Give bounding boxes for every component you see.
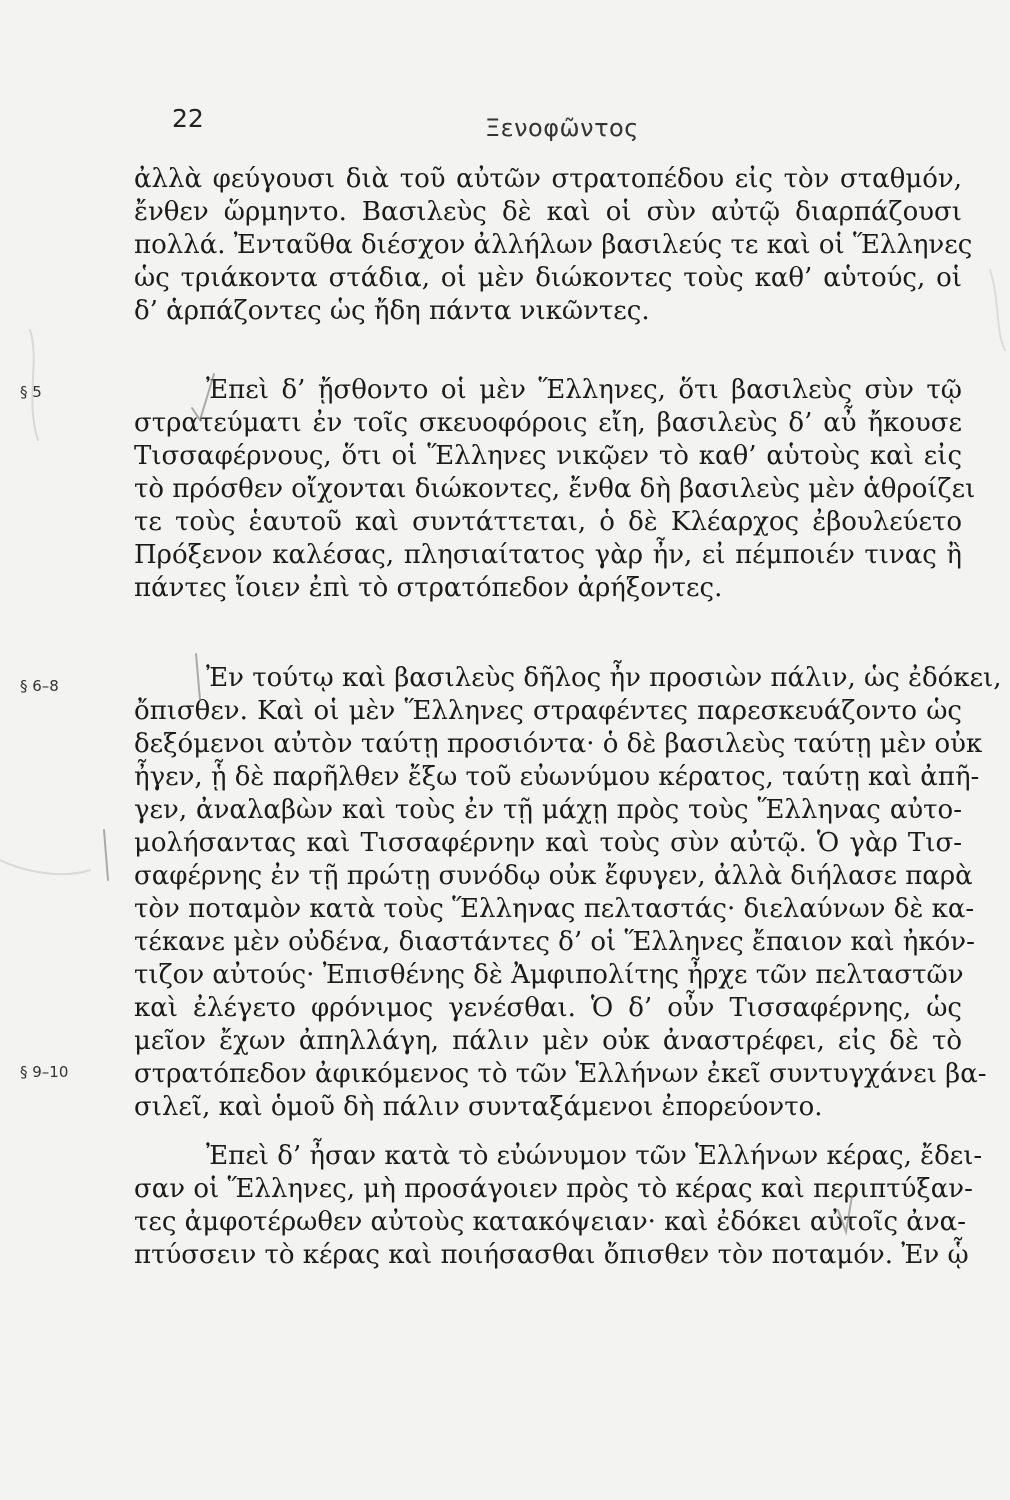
text-line: τὸν ποταμὸν κατὰ τοὺς Ἕλληνας πελταστάς· διελαύνων δὲ κα- xyxy=(134,894,975,924)
text-line: τε τοὺς ἑαυτοῦ καὶ συντάττεται, ὁ δὲ Κλέαρχος ἐβουλεύετο xyxy=(134,507,962,537)
text-line: ὄπισθεν. Καὶ οἱ μὲν Ἕλληνες στραφέντες παρεσκευάζοντο ὡς xyxy=(134,696,962,726)
section-ref-5: § 5 xyxy=(20,383,42,401)
pencil-stroke-mark xyxy=(196,654,200,700)
text-line: τιζον αὐτούς· Ἐπισθένης δὲ Ἀμφιπολίτης ἦρχε τῶν πελταστῶν xyxy=(134,960,964,990)
text-line: μεῖον ἔχων ἀπηλλάγη, πάλιν μὲν οὐκ ἀναστρέφει, εἰς δὲ τὸ xyxy=(134,1026,962,1056)
text-line: τὸ πρόσθεν οἴχονται διώκοντες, ἔνθα δὴ βασιλεὺς μὲν ἁθροίζει xyxy=(134,474,976,504)
text-line: Ἐπεὶ δ’ ᾔσθοντο οἱ μὲν Ἕλληνες, ὅτι βασιλεὺς σὺν τῷ xyxy=(206,375,962,405)
text-line: στρατόπεδον ἀφικόμενος τὸ τῶν Ἑλλήνων ἐκεῖ συντυγχάνει βα- xyxy=(134,1059,987,1089)
text-line: πάντες ἴοιεν ἐπὶ τὸ στρατόπεδον ἀρήξοντες. xyxy=(134,573,723,603)
section-ref-9-10: § 9–10 xyxy=(20,1063,69,1081)
text-line: σαν οἱ Ἕλληνες, μὴ προσάγοιεν πρὸς τὸ κέρας καὶ περιπτύξαν- xyxy=(134,1174,973,1204)
text-line: Τισσαφέρνους, ὅτι οἱ Ἕλληνες νικῷεν τὸ καθ’ αὑτοὺς καὶ εἰς xyxy=(134,441,962,471)
text-line: ὡς τριάκοντα στάδια, οἱ μὲν διώκοντες τοὺς καθ’ αὑτούς, οἱ xyxy=(134,263,962,293)
page-number: 22 xyxy=(172,104,204,133)
text-line: τες ἀμφοτέρωθεν αὐτοὺς κατακόψειαν· καὶ ἐδόκει αὐτοῖς ἀνα- xyxy=(134,1207,966,1237)
text-line: δεξόμενοι αὐτὸν ταύτῃ προσιόντα· ὁ δὲ βασιλεὺς ταύτῃ μὲν οὐκ xyxy=(134,729,983,759)
text-line: δ’ ἁρπάζοντες ὡς ἤδη πάντα νικῶντες. xyxy=(134,296,650,326)
text-line: Ἐπεὶ δ’ ἦσαν κατὰ τὸ εὐώνυμον τῶν Ἑλλήνων κέρας, ἔδει- xyxy=(206,1141,983,1171)
text-line: ἔνθεν ὥρμηντο. Βασιλεὺς δὲ καὶ οἱ σὺν αὐτῷ διαρπάζουσι xyxy=(134,197,962,227)
text-line: ἀλλὰ φεύγουσι διὰ τοῦ αὐτῶν στρατοπέδου εἰς τὸν σταθμόν, xyxy=(134,164,962,194)
text-line: ἦγεν, ᾗ δὲ παρῆλθεν ἔξω τοῦ εὐωνύμου κέρατος, ταύτῃ καὶ ἀπῆ- xyxy=(134,762,980,792)
text-line: πτύσσειν τὸ κέρας καὶ ποιήσασθαι ὄπισθεν τὸν ποταμόν. Ἐν ᾧ xyxy=(134,1240,969,1270)
text-line: Πρόξενον καλέσας, πλησιαίτατος γὰρ ἦν, εἰ πέμποιέν τινας ἢ xyxy=(134,540,962,570)
text-line: Ἐν τούτῳ καὶ βασιλεὺς δῆλος ἦν προσιὼν πάλιν, ὡς ἐδόκει, xyxy=(206,663,1002,693)
pencil-margin-stroke xyxy=(104,830,108,880)
text-line: σαφέρνης ἐν τῇ πρώτῃ συνόδῳ οὐκ ἔφυγεν, ἀλλὰ διήλασε παρὰ xyxy=(134,861,973,891)
running-title: Ξενοφῶντος xyxy=(485,114,639,142)
text-line: τέκανε μὲν οὐδένα, διαστάντες δ’ οἱ Ἕλληνες ἔπαιον καὶ ἠκόν- xyxy=(134,927,975,957)
text-line: πολλά. Ἐνταῦθα διέσχον ἀλλήλων βασιλεύς τε καὶ οἱ Ἕλληνες xyxy=(134,230,973,260)
text-line: στρατεύματι ἐν τοῖς σκευοφόροις εἴη, βασιλεὺς δ’ αὖ ἤκουσε xyxy=(134,408,962,438)
section-ref-6-8: § 6–8 xyxy=(20,677,59,695)
text-line: μολήσαντας καὶ Τισσαφέρνην καὶ τοὺς σὺν αὐτῷ. Ὁ γὰρ Τισ- xyxy=(134,828,962,858)
text-line: σιλεῖ, καὶ ὁμοῦ δὴ πάλιν συνταξάμενοι ἐπορεύοντο. xyxy=(134,1092,823,1122)
text-line: γεν, ἀναλαβὼν καὶ τοὺς ἐν τῇ μάχῃ πρὸς τοὺς Ἕλληνας αὐτο- xyxy=(134,795,962,825)
text-line: καὶ ἐλέγετο φρόνιμος γενέσθαι. Ὁ δ’ οὖν Τισσαφέρνης, ὡς xyxy=(134,993,962,1023)
